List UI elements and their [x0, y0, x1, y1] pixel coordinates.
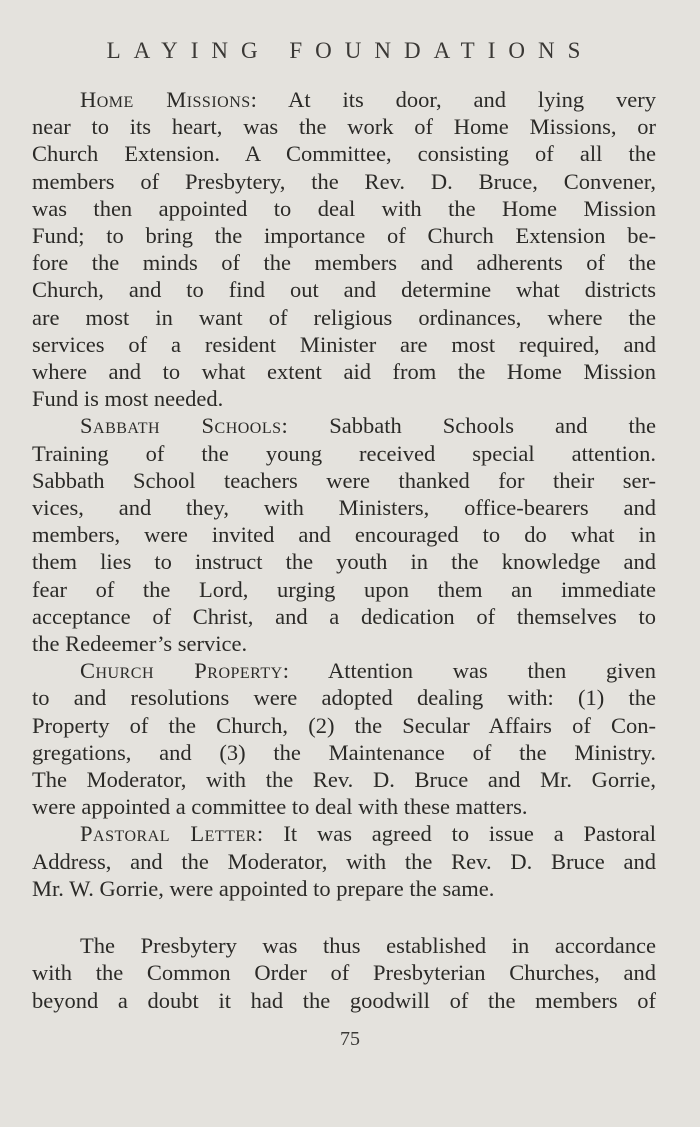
running-head: LAYING FOUNDATIONS: [106, 38, 594, 63]
text-line: with the Common Order of Presbyterian Churches, and: [32, 960, 656, 986]
section-heading: Church Property:: [80, 658, 290, 684]
text-line: the Redeemer’s service.: [32, 631, 248, 657]
paragraph-gap: [32, 902, 656, 932]
paragraph-church-property: [32, 657, 656, 820]
body-text: [32, 86, 656, 1014]
text-line: are most in want of religious ordinances, where the: [32, 304, 656, 330]
paragraph-sabbath-schools: [32, 412, 656, 657]
paragraph-closing: [32, 932, 656, 1014]
text-line: was then appointed to deal with the Home Mission: [32, 195, 656, 221]
text-line: to and resolutions were adopted dealing with: (1) the: [32, 685, 656, 711]
text-line: were appointed a committee to deal with these matters.: [32, 794, 528, 820]
text-line: members, were invited and encouraged to do what in: [32, 522, 656, 548]
text-line: vices, and they, with Ministers, office-bearers and: [32, 495, 656, 521]
text-line: fear of the Lord, urging upon them an immediate: [32, 576, 656, 602]
text-line: Fund is most needed.: [32, 386, 224, 412]
paragraph-home-missions: [32, 86, 656, 412]
text-line: them lies to instruct the youth in the knowledge and: [32, 549, 656, 575]
text-line: fore the minds of the members and adherents of the: [32, 250, 656, 276]
text-line: Address, and the Moderator, with the Rev. D. Bruce and: [32, 848, 656, 874]
text-line: Fund; to bring the importance of Church Extension be-: [32, 223, 656, 249]
text-line: Sabbath School teachers were thanked for their ser-: [32, 467, 656, 493]
text-line: beyond a doubt it had the goodwill of the members of: [32, 987, 656, 1013]
text-line: acceptance of Christ, and a dedication of themselves to: [32, 603, 656, 629]
text-line: Church, and to find out and determine what districts: [32, 277, 656, 303]
page-number: 75: [340, 1028, 360, 1050]
text-line: Training of the young received special attention.: [32, 440, 656, 466]
text-line: Mr. W. Gorrie, were appointed to prepare the same.: [32, 875, 495, 901]
paragraph-first-line: Pastoral Letter: It was agreed to issue a Pastoral: [80, 821, 656, 847]
section-heading: Home Missions:: [80, 87, 258, 112]
text-line: services of a resident Minister are most required, and: [32, 331, 656, 357]
paragraph-first-line: Home Missions: At its door, and lying very: [80, 87, 656, 112]
text-line: Property of the Church, (2) the Secular Affairs of Con-: [32, 712, 656, 738]
paragraph-pastoral-letter: [32, 820, 656, 902]
text-line: members of Presbytery, the Rev. D. Bruce, Convener,: [32, 168, 656, 194]
text-line: The Moderator, with the Rev. D. Bruce and Mr. Gorrie,: [32, 767, 656, 793]
text-line: near to its heart, was the work of Home Missions, or: [32, 114, 656, 140]
paragraph-first-line: Sabbath Schools: Sabbath Schools and the: [80, 413, 656, 439]
text-line: The Presbytery was thus established in accordance: [80, 933, 656, 959]
paragraph-first-line: Church Property: Attention was then given: [80, 658, 657, 684]
text-line: Church Extension. A Committee, consisting of all the: [32, 141, 656, 167]
text-line: where and to what extent aid from the Home Mission: [32, 359, 656, 385]
section-heading: Sabbath Schools:: [80, 413, 289, 439]
section-heading: Pastoral Letter:: [80, 821, 264, 847]
text-line: gregations, and (3) the Maintenance of the Ministry.: [32, 739, 656, 765]
